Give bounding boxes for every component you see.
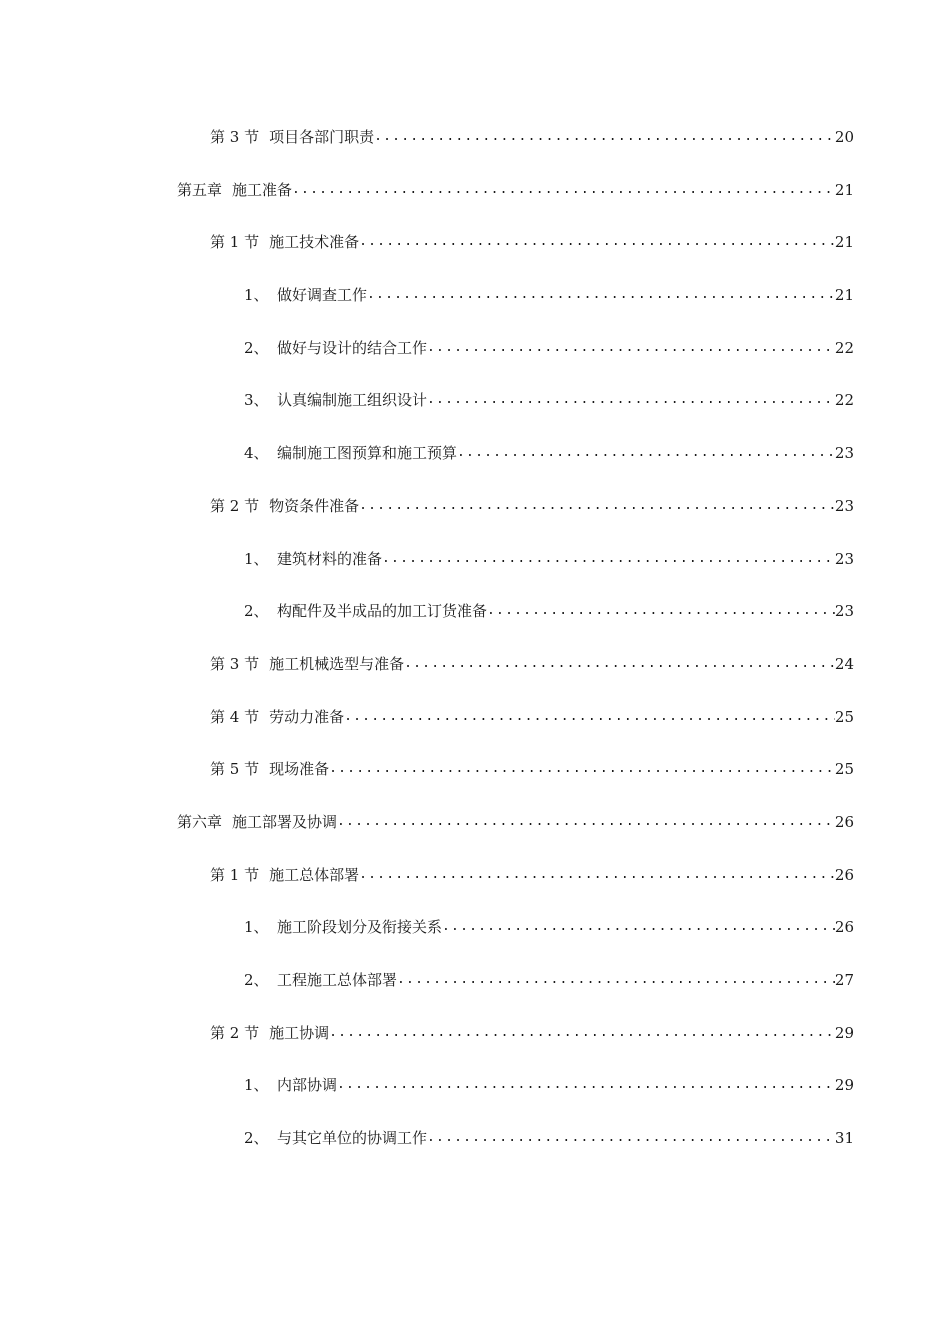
toc-entry-page: 22 bbox=[834, 391, 854, 410]
toc-entry-prefix: 1、 bbox=[244, 1076, 269, 1095]
toc-entry-title: 做好与设计的结合工作 bbox=[277, 338, 428, 357]
toc-dot-leader bbox=[397, 967, 835, 993]
toc-entry-page: 22 bbox=[834, 338, 854, 357]
toc-dot-leader bbox=[457, 440, 835, 466]
toc-entry-prefix: 3、 bbox=[244, 391, 269, 410]
toc-entry-title: 物资条件准备 bbox=[269, 496, 360, 515]
toc-dot-leader bbox=[382, 546, 835, 572]
toc-entry-prefix: 2、 bbox=[244, 602, 269, 621]
toc-dot-leader bbox=[359, 493, 835, 519]
toc-entry-title: 认真编制施工组织设计 bbox=[277, 391, 428, 410]
toc-entry[interactable] bbox=[0, 124, 950, 177]
toc-entry-title: 施工机械选型与准备 bbox=[269, 654, 405, 673]
toc-entry-page: 25 bbox=[834, 760, 854, 779]
toc-entry-prefix: 第 2 节 bbox=[210, 1023, 260, 1042]
toc-entry-page: 29 bbox=[834, 1076, 854, 1095]
toc-entry[interactable] bbox=[0, 1125, 950, 1178]
toc-entry-title: 施工总体部署 bbox=[269, 865, 360, 884]
toc-dot-leader bbox=[329, 1020, 835, 1046]
toc-entry[interactable] bbox=[0, 493, 950, 546]
toc-entry-page: 23 bbox=[834, 602, 854, 621]
toc-entry-title: 项目各部门职责 bbox=[269, 128, 375, 146]
table-of-contents bbox=[0, 124, 950, 1178]
toc-entry[interactable] bbox=[0, 704, 950, 757]
toc-entry-title: 内部协调 bbox=[277, 1076, 338, 1095]
toc-entry[interactable] bbox=[0, 651, 950, 704]
toc-dot-leader bbox=[359, 862, 835, 888]
toc-entry-page: 31 bbox=[834, 1129, 854, 1148]
toc-entry-page: 27 bbox=[834, 971, 854, 989]
toc-entry[interactable] bbox=[0, 809, 950, 862]
toc-entry-title: 施工部署及协调 bbox=[232, 812, 338, 831]
toc-entry[interactable] bbox=[0, 177, 950, 230]
toc-entry[interactable] bbox=[0, 914, 950, 967]
toc-entry-prefix: 4、 bbox=[244, 444, 269, 463]
toc-dot-leader bbox=[292, 177, 835, 203]
toc-entry-title: 构配件及半成品的加工订货准备 bbox=[277, 602, 488, 621]
toc-entry-page: 24 bbox=[834, 654, 854, 673]
toc-dot-leader bbox=[337, 1072, 835, 1098]
toc-entry[interactable] bbox=[0, 335, 950, 388]
toc-dot-leader bbox=[427, 1125, 835, 1151]
toc-entry-title: 劳动力准备 bbox=[269, 707, 345, 726]
toc-entry-prefix: 1、 bbox=[244, 549, 269, 568]
toc-dot-leader bbox=[427, 387, 835, 413]
toc-entry-prefix: 第 1 节 bbox=[210, 865, 260, 884]
toc-entry-title: 施工技术准备 bbox=[269, 233, 360, 252]
toc-entry-prefix: 1、 bbox=[244, 918, 269, 937]
toc-dot-leader bbox=[427, 335, 835, 361]
toc-entry[interactable] bbox=[0, 598, 950, 651]
toc-dot-leader bbox=[359, 229, 835, 255]
toc-entry-title: 与其它单位的协调工作 bbox=[277, 1129, 428, 1148]
toc-entry-page: 26 bbox=[834, 812, 854, 831]
toc-entry-prefix: 第 5 节 bbox=[210, 760, 260, 779]
toc-entry-page: 29 bbox=[834, 1023, 854, 1042]
toc-entry-title: 编制施工图预算和施工预算 bbox=[277, 444, 458, 463]
toc-entry-prefix: 2、 bbox=[244, 971, 269, 989]
toc-entry-title: 工程施工总体部署 bbox=[277, 971, 398, 989]
toc-entry[interactable] bbox=[0, 1072, 950, 1125]
toc-entry[interactable] bbox=[0, 862, 950, 915]
toc-entry-page: 21 bbox=[834, 233, 854, 252]
toc-entry-page: 26 bbox=[834, 865, 854, 884]
toc-entry-page: 20 bbox=[834, 128, 854, 146]
toc-entry-page: 26 bbox=[834, 918, 854, 937]
toc-entry-title: 现场准备 bbox=[269, 760, 330, 779]
toc-entry-page: 21 bbox=[834, 286, 854, 305]
toc-entry-prefix: 2、 bbox=[244, 1129, 269, 1148]
toc-dot-leader bbox=[442, 914, 835, 940]
toc-entry-page: 23 bbox=[834, 444, 854, 463]
toc-dot-leader bbox=[367, 282, 835, 308]
toc-entry[interactable] bbox=[0, 1020, 950, 1073]
toc-entry-prefix: 2、 bbox=[244, 338, 269, 357]
toc-entry-prefix: 第 3 节 bbox=[210, 654, 260, 673]
toc-entry-page: 23 bbox=[834, 496, 854, 515]
toc-entry-prefix: 第五章 bbox=[177, 180, 223, 199]
toc-entry-page: 25 bbox=[834, 707, 854, 726]
toc-entry-prefix: 1、 bbox=[244, 286, 269, 305]
toc-dot-leader bbox=[374, 124, 835, 150]
toc-entry[interactable] bbox=[0, 229, 950, 282]
toc-entry[interactable] bbox=[0, 546, 950, 599]
toc-dot-leader bbox=[487, 598, 835, 624]
toc-dot-leader bbox=[329, 756, 835, 782]
toc-dot-leader bbox=[404, 651, 835, 677]
toc-entry-title: 施工阶段划分及衔接关系 bbox=[277, 918, 443, 937]
toc-entry-prefix: 第 4 节 bbox=[210, 707, 260, 726]
toc-entry-title: 施工准备 bbox=[232, 180, 293, 199]
toc-entry-page: 21 bbox=[834, 180, 854, 199]
toc-entry-title: 建筑材料的准备 bbox=[277, 549, 383, 568]
toc-entry-prefix: 第六章 bbox=[177, 812, 223, 831]
toc-entry[interactable] bbox=[0, 756, 950, 809]
toc-entry-prefix: 第 1 节 bbox=[210, 233, 260, 252]
toc-entry[interactable] bbox=[0, 440, 950, 493]
toc-entry-title: 施工协调 bbox=[269, 1023, 330, 1042]
toc-dot-leader bbox=[344, 704, 835, 730]
toc-dot-leader bbox=[337, 809, 835, 835]
toc-entry-prefix: 第 3 节 bbox=[210, 128, 260, 146]
toc-entry-page: 23 bbox=[834, 549, 854, 568]
toc-entry[interactable] bbox=[0, 387, 950, 440]
toc-entry-title: 做好调查工作 bbox=[277, 286, 368, 305]
toc-entry[interactable] bbox=[0, 282, 950, 335]
toc-entry[interactable] bbox=[0, 967, 950, 1020]
toc-entry-prefix: 第 2 节 bbox=[210, 496, 260, 515]
